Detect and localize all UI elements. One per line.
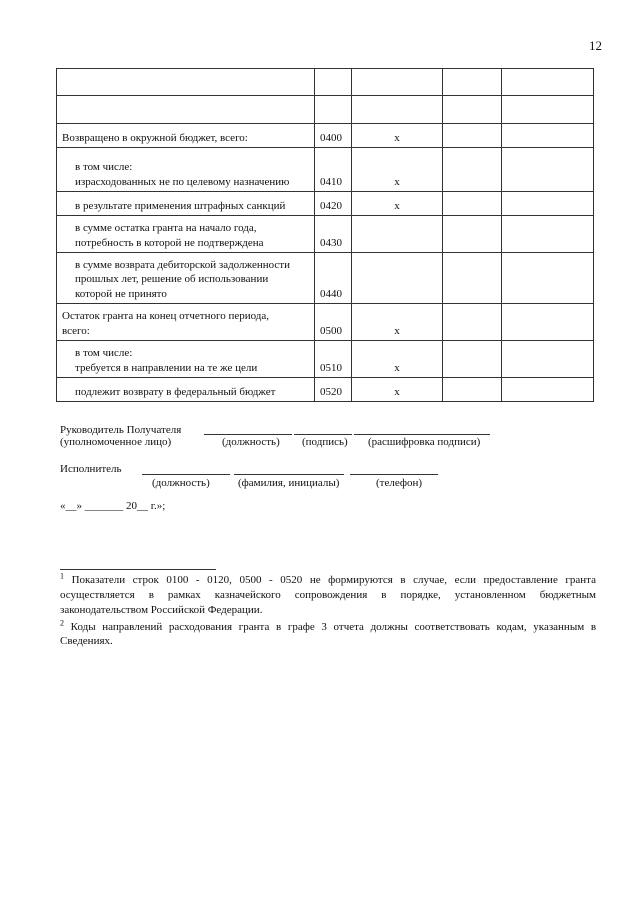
row-cell-empty [443,148,502,192]
head-position-line [204,434,292,435]
head-title-note: (уполномоченное лицо) [60,436,172,448]
report-table [56,68,594,402]
row-label: в сумме возврата дебиторской задолженности прошлых лет, решение об использовании которой не принято [57,253,315,304]
date-line: «__» _______ 20__ г.»; [60,500,166,512]
executor-signature-block [60,463,600,491]
executor-phone-line [350,474,438,475]
footnote-2-mark: 2 [60,617,64,627]
row-label: Остаток гранта на конец отчетного периода, всего: [57,304,315,341]
row-cell-empty [502,192,594,216]
report-table-body [57,69,594,402]
footnote-1-mark: 1 [60,571,64,581]
row-code: 0520 [315,378,352,402]
table-row [57,304,594,341]
row-mark [352,96,443,124]
row-mark: x [352,341,443,378]
table-row [57,378,594,402]
row-mark [352,216,443,253]
row-code [315,96,352,124]
row-cell-empty [443,96,502,124]
row-label [57,69,315,96]
executor-position-caption: (должность) [152,477,210,489]
footnote-2-text: Коды направлений расходования гранта в графе 3 отчета должны соответствовать кодам, указанным в Сведениях. [60,620,597,648]
row-label: Возвращено в окружной бюджет, всего: [57,124,315,148]
head-decoding-caption: (расшифровка подписи) [368,436,481,448]
table-row [57,253,594,304]
row-cell-empty [502,124,594,148]
row-cell-empty [443,124,502,148]
table-row [57,192,594,216]
row-cell-empty [502,148,594,192]
row-mark: x [352,304,443,341]
row-cell-empty [443,253,502,304]
head-signature-line [294,434,352,435]
row-mark: x [352,192,443,216]
executor-phone-caption: (телефон) [376,477,423,489]
row-cell-empty [502,304,594,341]
row-code: 0500 [315,304,352,341]
head-signature-caption: (подпись) [302,436,348,448]
footnote-1 [60,573,596,618]
table-row [57,341,594,378]
table-row [57,69,594,96]
row-mark [352,69,443,96]
row-label: в том числе: израсходованных не по целевому назначению [57,148,315,192]
head-signature-block [60,424,600,452]
row-mark [352,253,443,304]
row-label: в сумме остатка гранта на начало года, потребность в которой не подтверждена [57,216,315,253]
row-code: 0420 [315,192,352,216]
executor-name-line [234,474,344,475]
row-label: подлежит возврату в федеральный бюджет [57,378,315,402]
row-cell-empty [443,304,502,341]
row-label [57,96,315,124]
row-mark: x [352,148,443,192]
row-cell-empty [443,378,502,402]
table-row [57,96,594,124]
executor-title: Исполнитель [60,463,122,475]
row-cell-empty [502,378,594,402]
footnotes [60,573,596,651]
executor-position-line [142,474,230,475]
row-cell-empty [502,341,594,378]
head-position-caption: (должность) [222,436,280,448]
row-cell-empty [443,192,502,216]
row-code: 0430 [315,216,352,253]
row-cell-empty [502,69,594,96]
row-cell-empty [502,216,594,253]
row-code: 0510 [315,341,352,378]
executor-name-caption: (фамилия, инициалы) [238,477,340,489]
table-row [57,124,594,148]
footnote-divider [60,569,216,570]
table-row [57,148,594,192]
page-number: 12 [589,38,602,53]
row-cell-empty [502,253,594,304]
footnote-2 [60,617,597,650]
row-code [315,69,352,96]
table-row [57,216,594,253]
row-cell-empty [443,341,502,378]
row-label: в том числе: требуется в направлении на те же цели [57,341,315,378]
row-mark: x [352,378,443,402]
footnote-1-text: Показатели строк 0100 - 0120, 0500 - 0520 не формируются в случае, если предоставление гранта осуществляется в рамках казначейского сопровождения в порядке, установленном бюджетным законодательством Российской Федерации. [60,574,596,616]
head-title: Руководитель Получателя [60,424,182,436]
row-mark: x [352,124,443,148]
row-cell-empty [502,96,594,124]
row-code: 0440 [315,253,352,304]
row-code: 0410 [315,148,352,192]
row-label: в результате применения штрафных санкций [57,192,315,216]
row-cell-empty [443,69,502,96]
row-code: 0400 [315,124,352,148]
row-cell-empty [443,216,502,253]
head-decoding-line [354,434,490,435]
